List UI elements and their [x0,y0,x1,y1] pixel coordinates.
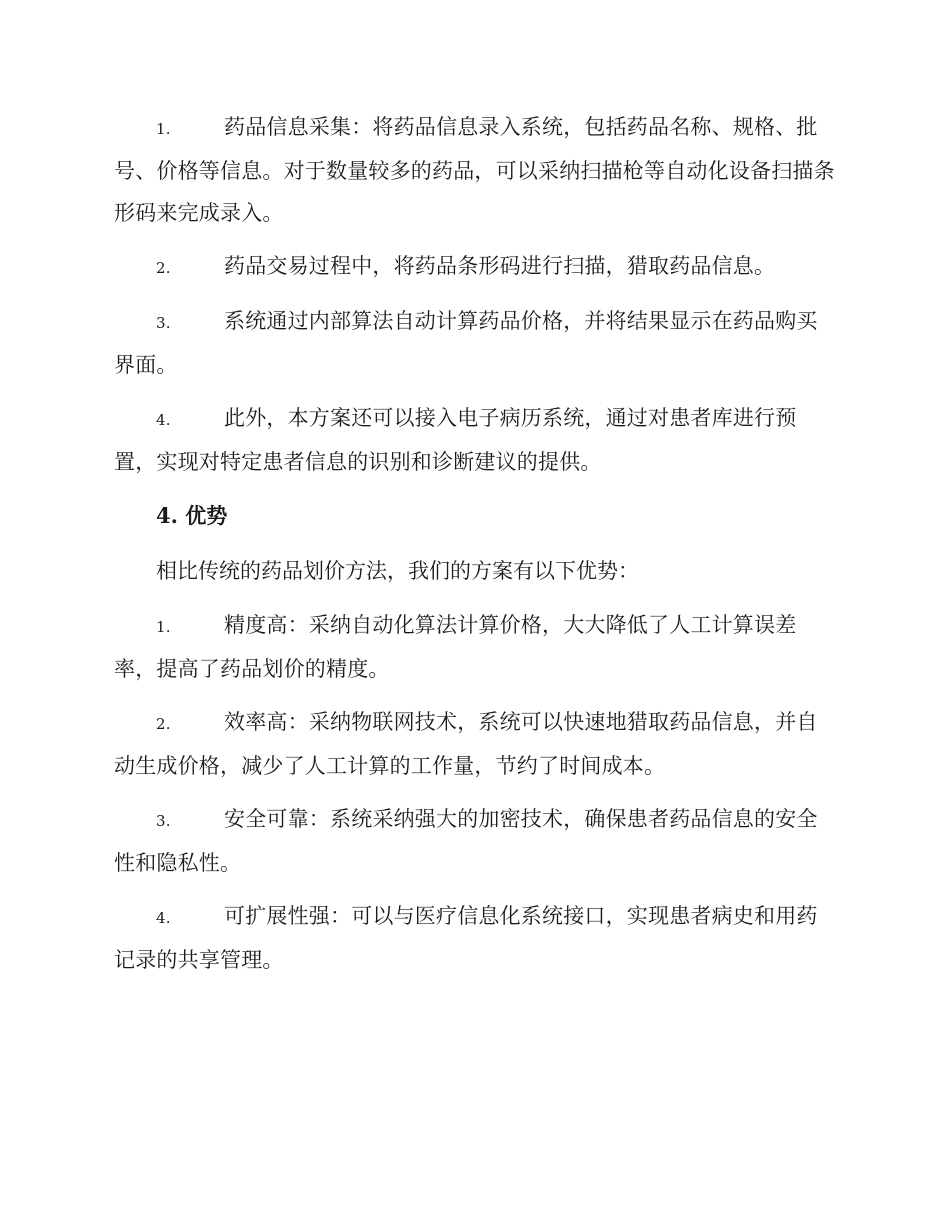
list2-item-2 [114,701,836,787]
list-number: 4. [156,909,171,927]
list1-item-4 [114,397,836,483]
list2-item-3 [114,798,836,884]
list-number: 1. [156,120,171,138]
list1-item-1 [114,106,836,234]
intro-paragraph: 相比传统的药品划价方法，我们的方案有以下优势： [156,559,639,583]
list-text: 药品交易过程中，将药品条形码进行扫描，猎取药品信息。 [224,254,776,278]
list-number: 1. [156,618,171,636]
list-number: 4. [156,411,171,429]
list1-item-2 [114,245,836,289]
list-number: 2. [156,715,171,733]
list-number: 3. [156,314,171,332]
list-text: 效率高：采纳物联网技术，系统可以快速地猎取药品信息，并自动生成价格，减少了人工计算的工作量，节约了时间成本。 [114,710,818,778]
list-text: 系统通过内部算法自动计算药品价格，并将结果显示在药品购买界面。 [114,309,818,377]
list-number: 2. [156,259,171,277]
list-text: 药品信息采集：将药品信息录入系统，包括药品名称、规格、批号、价格等信息。对于数量较多的药品，可以采纳扫描枪等自动化设备扫描条形码来完成录入。 [114,115,835,225]
list2-item-1 [114,604,836,690]
list-text: 可扩展性强：可以与医疗信息化系统接口，实现患者病史和用药记录的共享管理。 [114,904,818,972]
list-text: 此外，本方案还可以接入电子病历系统，通过对患者库进行预置，实现对特定患者信息的识别和诊断建议的提供。 [114,406,797,474]
section-heading: 4. 优势 [156,503,228,528]
list-number: 3. [156,812,171,830]
list1-item-3 [114,300,836,386]
list-text: 精度高：采纳自动化算法计算价格，大大降低了人工计算误差率，提高了药品划价的精度。 [114,613,797,681]
list2-item-4 [114,895,836,981]
list-text: 安全可靠：系统采纳强大的加密技术，确保患者药品信息的安全性和隐私性。 [114,807,818,875]
